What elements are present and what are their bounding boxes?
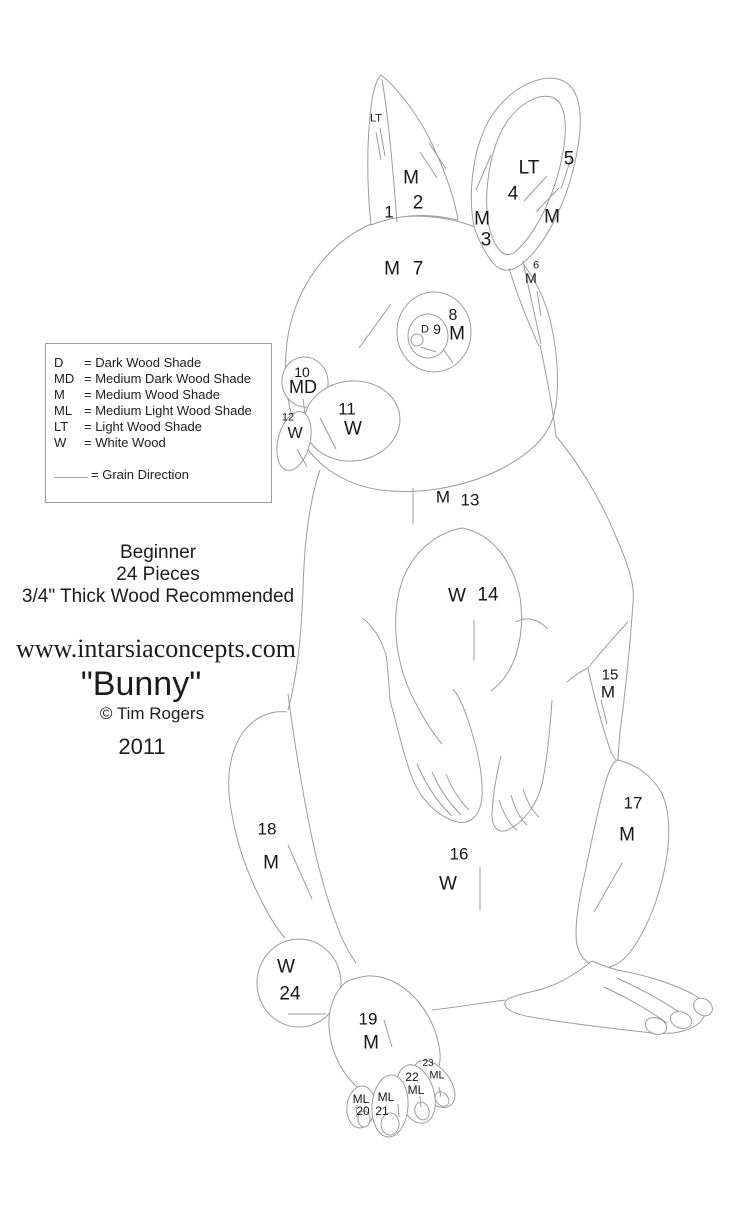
piece-label: W — [287, 425, 303, 442]
belly-right-edge — [462, 528, 522, 691]
arm15-upper-line — [588, 622, 628, 668]
piece-label: M — [363, 1032, 379, 1054]
piece-label: 6 — [532, 259, 540, 272]
right-paw-finger-line — [511, 795, 527, 825]
piece-label: 19 — [358, 1009, 378, 1029]
left-paw-finger-line — [417, 764, 452, 816]
piece-label: W — [344, 418, 362, 440]
piece-label: ML — [407, 1083, 425, 1097]
piece-label: M — [449, 323, 465, 345]
piece-label: 4 — [507, 183, 519, 205]
piece-label: 18 — [257, 819, 277, 839]
piece-label: 17 — [623, 793, 643, 813]
legend-entry — [54, 355, 267, 371]
legend-code: D — [54, 355, 64, 370]
piece-label: 23 — [422, 1058, 434, 1069]
legend-label: = White Wood — [84, 435, 166, 450]
piece-label: 20 — [356, 1104, 370, 1118]
hip-curve — [567, 668, 588, 682]
piece-label: 16 — [449, 844, 469, 864]
legend-code: W — [54, 435, 67, 450]
piece-label: 12 — [281, 411, 295, 424]
piece-label: M — [525, 270, 537, 286]
legend-label: = Medium Light Wood Shade — [84, 403, 252, 418]
legend-code: M — [54, 387, 65, 402]
piece-label: 22 — [405, 1070, 419, 1084]
piece-label: 10 — [294, 364, 310, 380]
piece-label: MD — [289, 377, 317, 397]
piece-label: 13 — [460, 490, 480, 510]
right-paw-finger-line — [523, 789, 539, 817]
piece-label: W — [439, 873, 457, 895]
legend-label: = Light Wood Shade — [84, 419, 202, 434]
belly-left-edge — [396, 528, 462, 744]
piece-label: 14 — [477, 584, 499, 606]
piece-label: M — [263, 852, 279, 874]
grain-sample-line — [54, 477, 88, 478]
piece-label: ML — [429, 1069, 445, 1082]
piece-label: 5 — [563, 148, 575, 170]
piece-label: M — [403, 167, 419, 189]
copyright-text: © Tim Rogers — [99, 704, 205, 723]
piece-label: W — [277, 956, 295, 978]
piece-label: 21 — [375, 1104, 389, 1118]
piece-label: 3 — [480, 229, 492, 251]
piece-label: 24 — [279, 983, 301, 1005]
piece-label: 9 — [433, 321, 441, 337]
piece-label: 1 — [384, 202, 394, 222]
right-foot-sole-line — [432, 1000, 505, 1010]
info-block — [8, 542, 308, 759]
piece-label: M — [544, 206, 560, 228]
right-paw-outline — [492, 700, 552, 831]
piece-label: M — [619, 824, 635, 846]
legend-entry — [54, 419, 267, 435]
legend-code: MD — [54, 371, 75, 386]
piece-label: M — [474, 208, 490, 230]
left-paw-finger-line — [432, 772, 461, 815]
thickness-text: 3/4" Thick Wood Recommended — [21, 586, 295, 607]
right-leg-outline — [576, 760, 669, 968]
piece-label: M — [384, 258, 400, 280]
difficulty-text: Beginner — [119, 542, 197, 563]
legend-entry — [54, 387, 267, 403]
legend-box — [45, 343, 272, 503]
piece-label: 2 — [412, 192, 424, 214]
piece-label: 15 — [601, 666, 619, 684]
piece-label: LT — [369, 112, 383, 125]
pattern-title: "Bunny" — [80, 665, 202, 703]
legend-code: ML — [54, 403, 73, 418]
left-paw-outline — [390, 689, 482, 823]
legend-code: LT — [54, 419, 69, 434]
legend-grain-label: = Grain Direction — [91, 467, 189, 482]
piece-label: D — [421, 323, 429, 336]
legend-entry — [54, 371, 267, 387]
piece-label: W — [448, 585, 466, 607]
piece-label: 11 — [338, 399, 356, 419]
piece-label: LT — [518, 157, 540, 179]
legend-label: = Dark Wood Shade — [84, 355, 202, 370]
piece-label: ML — [377, 1090, 395, 1104]
eye-highlight — [411, 334, 423, 346]
left-paw-finger-line — [446, 774, 469, 810]
piece-count-text: 24 Pieces — [116, 564, 200, 585]
left-paw-upper-line — [362, 618, 390, 700]
body-back-edge — [556, 436, 633, 760]
belly-arm-curve — [516, 619, 548, 629]
legend-entry — [54, 403, 267, 419]
legend-entry — [54, 435, 267, 451]
piece-label: ML — [352, 1092, 370, 1106]
year-text: 2011 — [118, 734, 166, 759]
piece-label: M — [435, 487, 451, 507]
piece-label: 8 — [448, 307, 458, 324]
piece-label: M — [600, 682, 616, 702]
legend-label: = Medium Wood Shade — [84, 387, 220, 402]
piece-label: 7 — [412, 258, 424, 280]
website-text: www.intarsiaconcepts.com — [16, 634, 296, 663]
legend-label: = Medium Dark Wood Shade — [84, 371, 252, 386]
